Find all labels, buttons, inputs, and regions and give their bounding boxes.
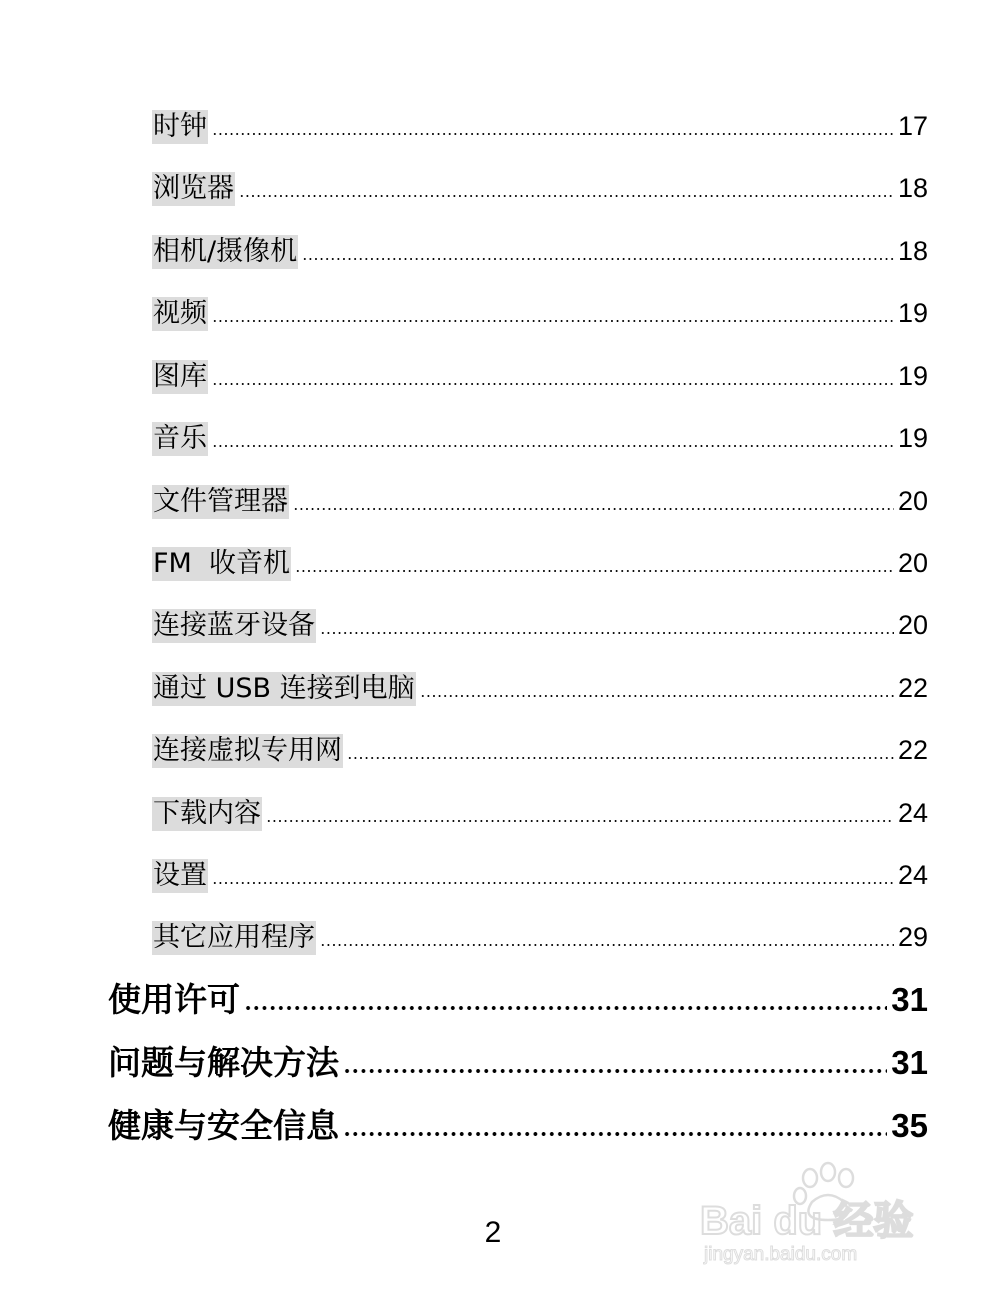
toc-entry-page: 24	[897, 798, 928, 829]
toc-entry-page: 17	[897, 111, 928, 142]
dot-leader	[212, 445, 894, 447]
toc-entry-bluetooth[interactable]	[152, 599, 928, 643]
toc-entry-music[interactable]	[152, 412, 928, 456]
toc-entry-label: 其它应用程序	[153, 922, 315, 954]
dot-leader	[266, 820, 894, 822]
toc-entry-label: 通过 USB 连接到电脑	[153, 673, 415, 705]
dot-leader	[212, 882, 894, 884]
watermark-brand: Bai du 经验	[700, 1199, 914, 1243]
toc-entry-usb[interactable]	[152, 662, 928, 706]
toc-entry-file-manager[interactable]	[152, 475, 928, 519]
toc-entry-page: 22	[897, 735, 928, 766]
dot-leader	[302, 258, 894, 260]
dot-leader	[293, 508, 894, 510]
dot-leader	[239, 195, 894, 197]
toc-entry-video[interactable]	[152, 287, 928, 331]
toc-entry-gallery[interactable]	[152, 350, 928, 394]
toc-entry-label: 连接蓝牙设备	[153, 610, 315, 642]
toc-entry-label: 浏览器	[153, 173, 234, 205]
toc-entry-label: 文件管理器	[153, 486, 288, 518]
toc-section-label: 问题与解决方法	[108, 1042, 339, 1082]
toc-entry-browser[interactable]	[152, 162, 928, 206]
dot-leader	[320, 944, 894, 946]
toc-entry-downloads[interactable]	[152, 787, 928, 831]
toc-entry-clock[interactable]	[152, 100, 928, 144]
toc-section-label: 健康与安全信息	[108, 1105, 339, 1145]
toc-entry-page: 20	[897, 486, 928, 517]
toc-entry-camera[interactable]	[152, 225, 928, 269]
toc-entry-vpn[interactable]	[152, 724, 928, 768]
toc-entry-label: 音乐	[153, 423, 207, 455]
toc-entry-label: 图库	[153, 361, 207, 393]
toc-entry-settings[interactable]	[152, 849, 928, 893]
toc-entry-page: 19	[897, 361, 928, 392]
toc-section-troubleshooting[interactable]	[108, 1033, 928, 1083]
toc-section-health-safety[interactable]	[108, 1096, 928, 1146]
toc-section-page: 31	[891, 980, 928, 1018]
toc-section-license[interactable]	[108, 970, 928, 1020]
dot-leader	[212, 133, 894, 135]
dot-leader	[343, 1069, 887, 1073]
toc-entry-label: 时钟	[153, 111, 207, 143]
dot-leader	[420, 695, 894, 697]
dot-leader	[295, 570, 894, 572]
toc-entry-page: 22	[897, 673, 928, 704]
page-number: 2	[484, 1216, 502, 1249]
toc-entry-page: 20	[897, 610, 928, 641]
toc-section-page: 31	[891, 1043, 928, 1081]
toc-entry-label: FM 收音机	[153, 548, 290, 580]
dot-leader	[347, 757, 894, 759]
dot-leader	[212, 320, 894, 322]
toc-entry-label: 下载内容	[153, 798, 261, 830]
toc-entry-page: 19	[897, 298, 928, 329]
toc-entry-page: 18	[897, 236, 928, 267]
toc-entry-label: 视频	[153, 298, 207, 330]
dot-leader	[212, 383, 894, 385]
baidu-jingyan-watermark	[690, 1158, 940, 1268]
toc-entry-page: 18	[897, 173, 928, 204]
dot-leader	[320, 632, 894, 634]
toc-section-label: 使用许可	[108, 979, 240, 1019]
toc-entry-fm-radio[interactable]	[152, 537, 928, 581]
toc-entry-label: 相机/摄像机	[153, 236, 298, 268]
toc-entry-page: 20	[897, 548, 928, 579]
toc-entry-label: 连接虚拟专用网	[153, 735, 342, 767]
toc-entry-page: 24	[897, 860, 928, 891]
dot-leader	[244, 1006, 887, 1010]
toc-entry-label: 设置	[153, 860, 207, 892]
toc-entry-page: 29	[897, 922, 928, 953]
toc-section-page: 35	[891, 1106, 928, 1144]
watermark-url: jingyan.baidu.com	[704, 1244, 858, 1265]
toc-entry-page: 19	[897, 423, 928, 454]
dot-leader	[343, 1132, 887, 1136]
toc-entry-other-apps[interactable]	[152, 911, 928, 955]
